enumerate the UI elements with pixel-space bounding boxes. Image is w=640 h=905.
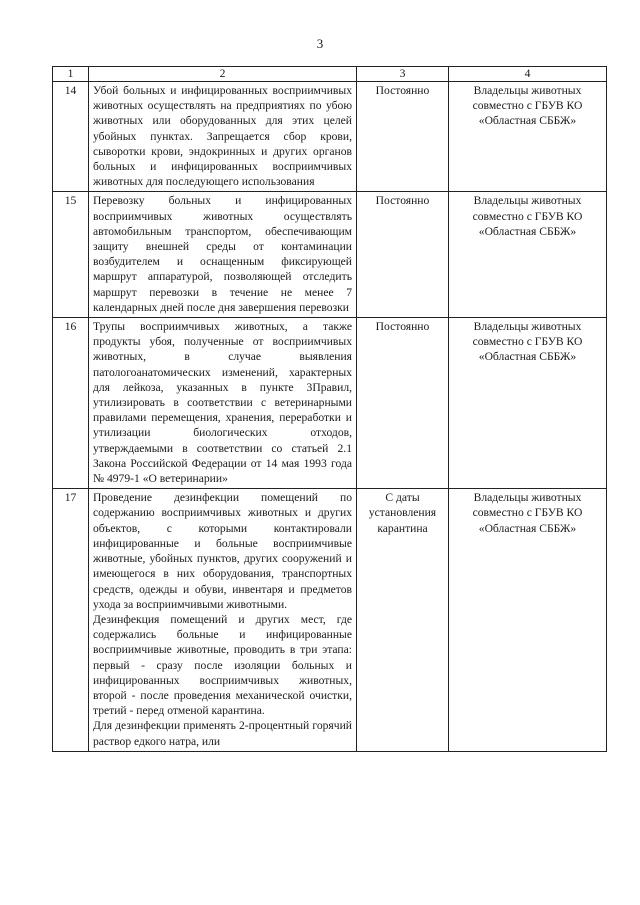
measures-table <box>52 66 607 752</box>
measure-responsible: Владельцы животных совместно с ГБУВ КО «Областная СББЖ» <box>449 318 607 489</box>
measure-paragraph: Трупы восприимчивых животных, а также продукты убоя, полученные от восприимчивых животных, в случае выявления патологоанатомических изменений, характерных для лейкоза, указанных в пункте 3Правил, утилизировать в соответствии с ветеринарными правилами перемещения, хранения, переработки и утилизации биологических отходов, утверждаемыми в соответствии со статьей 2.1 Закона Российской Федерации от 14 мая 1993 года № 4979-1 «О ветеринарии» <box>93 320 352 486</box>
measure-paragraph: Для дезинфекции применять 2-процентный горячий раствор едкого натра, или <box>93 719 352 748</box>
page-number: 3 <box>316 36 324 51</box>
column-header: 1 <box>53 67 89 82</box>
row-number: 16 <box>53 318 89 489</box>
table-row <box>53 192 607 318</box>
measure-description <box>89 318 357 489</box>
column-header: 2 <box>89 67 357 82</box>
measure-term: Постоянно <box>357 192 449 318</box>
table-row <box>53 318 607 489</box>
row-number: 17 <box>53 489 89 751</box>
column-header: 4 <box>449 67 607 82</box>
column-header: 3 <box>357 67 449 82</box>
measure-description <box>89 489 357 751</box>
measure-term: Постоянно <box>357 318 449 489</box>
measure-responsible: Владельцы животных совместно с ГБУВ КО «Областная СББЖ» <box>449 192 607 318</box>
row-number: 14 <box>53 82 89 192</box>
table-row <box>53 82 607 192</box>
table-row <box>53 489 607 751</box>
measure-description <box>89 192 357 318</box>
measure-paragraph: Перевозку больных и инфицированных восприимчивых животных осуществлять автомобильным транспортом, обеспечивающим защиту внешней среды от контаминации возбудителем и оснащенным фиксирующей маршрут аппаратурой, позволяющей отследить маршрут перевозки в течение не менее 7 календарных дней после дня завершения перевозки <box>93 194 352 314</box>
measure-term: Постоянно <box>357 82 449 192</box>
measure-responsible: Владельцы животных совместно с ГБУВ КО «Областная СББЖ» <box>449 82 607 192</box>
measure-paragraph: Проведение дезинфекции помещений по содержанию восприимчивых животных и других объектов, с которыми контактировали инфицированные и больные восприимчивые животные, убойных пунктов, других сооружений и имеющегося в них оборудования, транспортных средств, одежды и обуви, инвентаря и предметов ухода за восприимчивыми животными. <box>93 491 352 611</box>
measure-term: С даты установления карантина <box>357 489 449 751</box>
row-number: 15 <box>53 192 89 318</box>
measure-responsible: Владельцы животных совместно с ГБУВ КО «Областная СББЖ» <box>449 489 607 751</box>
table-header-row <box>53 67 607 82</box>
measure-description <box>89 82 357 192</box>
measure-paragraph: Дезинфекция помещений и других мест, где содержались больные и инфицированные восприимчивые животные, проводить в три этапа: первый - сразу после изоляции больных и инфицированных восприимчивых животных, второй - после проведения механической очистки, третий - перед отменой карантина. <box>93 612 352 718</box>
measure-paragraph: Убой больных и инфицированных восприимчивых животных осуществлять на предприятиях по убою животных или оборудованных для этих целей убойных пунктах. Запрещается сбор крови, сыворотки крови, эндокринных и других органов больных и инфицированных восприимчивых животных для последующего использования <box>93 84 352 189</box>
